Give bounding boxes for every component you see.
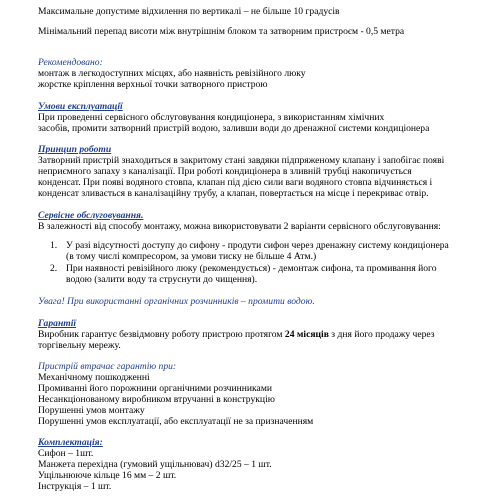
warranty-text: Виробник гарантує безвідмовну роботу пристрою протягом xyxy=(38,329,285,340)
service-item-line: водою (залити воду та струснути до чищення). xyxy=(66,274,258,285)
operating-line: засобів, промити затворний пристрій водою, заливши води до дренажної системи кондиціонера xyxy=(38,123,430,134)
warranty-line xyxy=(38,329,484,340)
recommended-line: жорстке кріплення верхньої точки затворного пристрою xyxy=(38,79,268,90)
warranty-text: з дня його продажу через xyxy=(328,329,435,340)
service-item-number: 2. xyxy=(50,263,58,274)
warranty-period: 24 місяців xyxy=(284,329,329,340)
recommended-title: Рекомендовано: xyxy=(38,57,103,68)
principle-line: конденсат зливається в каналізаційну трубу, а клапан, повертається на місце і перекриває отвір. xyxy=(38,188,429,199)
max-deviation-text: Максимальне допустиме відхилення по вертикалі – не більше 10 градусів xyxy=(38,6,340,17)
warranty-loss-item: Порушенні умов експлуатації, або експлуатації не за призначенням xyxy=(38,416,314,427)
warranty-loss-title: Пристрій втрачає гарантію при: xyxy=(38,361,177,372)
kit-item: Сифон – 1шт. xyxy=(38,448,94,459)
warranty-loss-item: Несанкціонованому виробником втручанні в конструкцію xyxy=(38,394,275,405)
principle-line: неприємного запаху з каналізації. При роботі кондиціонера в зливній трубці накопичується xyxy=(38,166,412,177)
warranty-loss-item: Порушенні умов монтажу xyxy=(38,405,145,416)
warranty-loss-item: Механічному пошкодженні xyxy=(38,372,150,383)
min-height-diff-text: Мінімальний перепад висоти між внутрішнім блоком та затворним пристроєм - 0,5 метра xyxy=(38,26,405,37)
kit-title: Комплектація: xyxy=(38,437,103,448)
solvent-warning: Увага! При використанні органічних розчинників – промити водою. xyxy=(38,296,315,307)
service-intro: В залежності від способу монтажу, можна використовувати 2 варіанти сервісного обслуговування: xyxy=(38,221,441,232)
principle-line: Затворний пристрій знаходиться в закритому стані завдяки підпряженому клапану і запобігає появі xyxy=(38,155,445,166)
recommended-line: монтаж в легкодоступних місцях, або наявність ревізійного люку xyxy=(38,68,306,79)
service-item-line: При наявності ревізійного люку (рекомендується) - демонтаж сифона, та промивання його xyxy=(66,263,437,274)
principle-line: конденсат. При появі водяного стовпа, клапан під дією сили ваги водяного стовпа відчиняється і xyxy=(38,177,433,188)
service-item-line: У разі відсутності доступу до сифону - продути сифон через дренажну систему кондиціонера xyxy=(66,240,449,251)
service-item-number: 1. xyxy=(50,240,58,251)
kit-item: Інструкція – 1 шт. xyxy=(38,481,112,492)
warranty-loss-item: Промиванні його порожнини органічними розчинниками xyxy=(38,383,273,394)
service-title: Сервісне обслуговування. xyxy=(38,210,144,221)
principle-title: Принцип роботи xyxy=(38,144,112,155)
warranty-line: торгівельну мережу. xyxy=(38,340,121,351)
warranty-title: Гарантії xyxy=(38,318,77,329)
kit-item: Манжета перехідна (гумовий ущільнювач) d32/25 – 1 шт. xyxy=(38,459,272,470)
operating-title: Умови експлуатації xyxy=(38,101,123,112)
kit-item: Ущільнююче кільце 16 мм – 2 шт. xyxy=(38,470,177,481)
operating-line: При проведенні сервісного обслуговування кондиціонера, з використанням хімічних xyxy=(38,112,385,123)
service-item-line: (в тому числі компресором, за умови тиску не більше 4 Атм.) xyxy=(66,251,317,262)
